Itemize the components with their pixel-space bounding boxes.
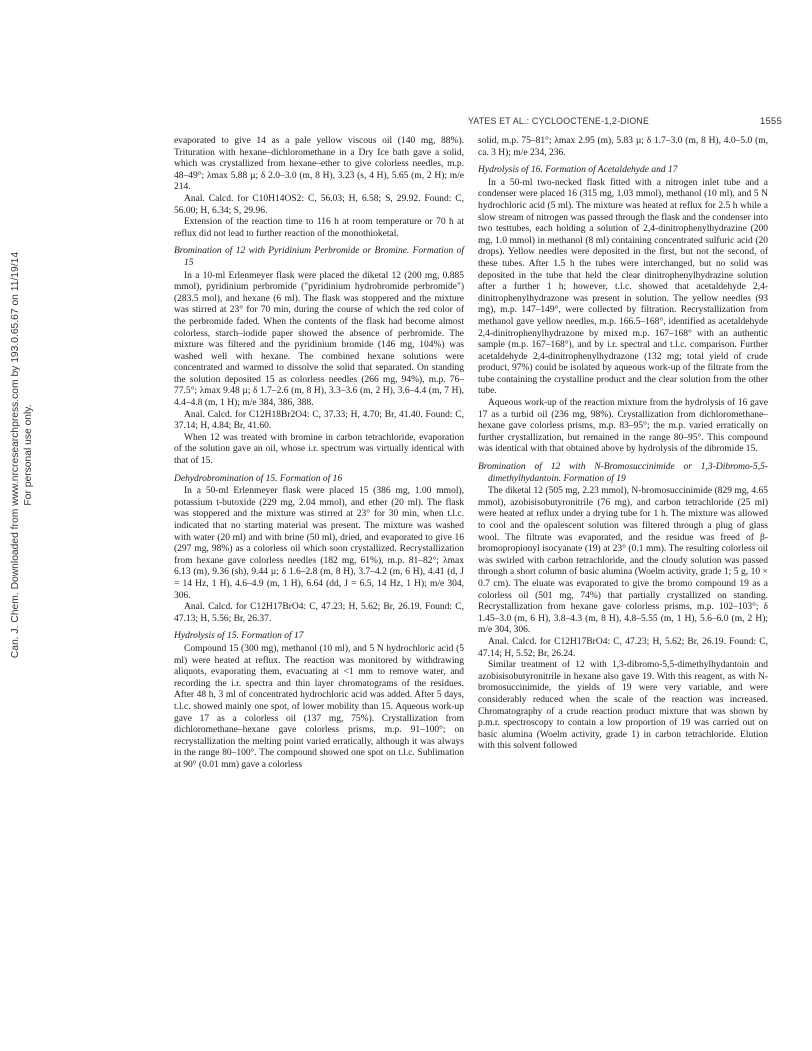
paragraph: Aqueous work-up of the reaction mixture from the hydrolysis of 16 gave 17 as a turbid oil (236 mg, 98%). Crystallization from dichloromethane–hexane gave colorless prisms, m.p. 83–95°; the m.p. varied erratically on further crystallization, but remained in the range 80–95°. This compound was identical with that obtained above by hydrolysis of the dibromide 15. [478, 398, 768, 455]
section-heading: Hydrolysis of 15. Formation of 17 [174, 631, 304, 642]
section-heading: Bromination of 12 with Pyridinium Perbromide or Bromine. Formation of 15 [174, 246, 464, 268]
paragraph: When 12 was treated with bromine in carbon tetrachloride, evaporation of the solution gave an oil, whose i.r. spectrum was virtually identical with that of 15. [174, 432, 464, 467]
running-title: YATES ET AL.: CYCLOOCTENE-1,2-DIONE [468, 116, 650, 126]
download-watermark [4, 175, 40, 735]
paragraph: In a 10-ml Erlenmeyer flask were placed the diketal 12 (200 mg, 0.885 mmol), pyridinium perbromide ("pyridinium hydrobromide perbromide") (283.5 mol), and hexane (6 ml). The flask was stoppered and the mixture was stirred at 23° for 70 min, during the course of which the red color of the perbromide faded. When the contents of the flask had become almost colorless, starch–iodide paper showed the absence of perbromide. The mixture was filtered and the pyridinium bromide (146 mg, 104%) was washed well with hexane. The combined hexane solutions were concentrated and warmed to dissolve the solid that separated. On standing the solution deposited 15 as colorless needles (266 mg, 94%), m.p. 76–77.5°; λmax 9.48 µ; δ 1.7–2.6 (m, 8 H), 3.3–3.6 (m, 2 H), 3.6–4.4 (m, 7 H), 4.4–4.8 (m, 1 H); m/e 384, 386, 388. [174, 270, 464, 409]
paragraph: Extension of the reaction time to 116 h at room temperature or 70 h at reflux did not lead to further reaction of the monothioketal. [174, 217, 464, 239]
right-column [478, 136, 768, 753]
section-heading: Hydrolysis of 16. Formation of Acetaldehyde and 17 [478, 165, 678, 176]
watermark-line-2: For personal use only. [23, 404, 34, 506]
analysis-paragraph: Anal. Calcd. for C12H17BrO4: C, 47.23; H, 5.62; Br, 26.19. Found: C, 47.14; H, 5.52; Br, 26.24. [478, 636, 768, 659]
page-header [178, 116, 782, 130]
analysis-paragraph: Anal. Calcd. for C10H14OS2: C, 56.03; H, 6.58; S, 29.92. Found: C, 56.00; H, 6.34; S, 29.96. [174, 193, 464, 216]
paragraph: Compound 15 (300 mg), methanol (10 ml), and 5 N hydrochloric acid (5 ml) were heated at reflux. The reaction was monitored by withdrawing aliquots, evaporating them, evacuating at <1 mm to remove water, and recording the i.r. spectra and thin layer chromatograms of the residues. After 48 h, 3 ml of concentrated hydrochloric acid was added. After 5 days, t.l.c. showed mainly one spot, of lower mobility than 15. Aqueous work-up gave 17 as a colorless oil (137 mg, 75%). Crystallization from dichloromethane–hexane gave colorless prisms, m.p. 91–100°; on recrystallization the melting point varied erratically, although it was always in the range 80–100°. The compound showed one spot on t.l.c. Sublimation at 90° (0.01 mm) gave a colorless [174, 643, 464, 770]
section-heading: Dehydrobromination of 15. Formation of 16 [174, 473, 343, 484]
analysis-paragraph: Anal. Calcd. for C12H17BrO4: C, 47.23; H, 5.62; Br, 26.19. Found: C, 47.13; H, 5.56; Br, 26.37. [174, 602, 464, 624]
paragraph: solid, m.p. 75–81°; λmax 2.95 (m), 5.83 µ; δ 1.7–3.0 (m, 8 H), 4.0–5.0 (m, ca. 3 H); m/e 234, 236. [478, 136, 768, 158]
analysis-paragraph: Anal. Calcd. for C12H18Br2O4: C, 37.33; H, 4.70; Br, 41.40. Found: C, 37.14; H, 4.84; Br, 41.60. [174, 409, 464, 432]
watermark-line-1: Can. J. Chem. Downloaded from www.nrcresearchpress.com by 193.0.65.67 on 11/19/14 [10, 251, 21, 659]
section-heading: Bromination of 12 with N-Bromosuccinimide or 1,3-Dibromo-5,5-dimethylhydantoin. Formation of 19 [478, 462, 768, 484]
left-column [174, 136, 464, 771]
paragraph: evaporated to give 14 as a pale yellow viscous oil (140 mg, 88%). Trituration with hexane–dichloromethane in a Dry Ice bath gave a solid, which was crystallized from hexane–ether to give colorless needles, m.p. 48–49°; λmax 5.88 µ; δ 2.0–3.0 (m, 8 H), 3.23 (s, 4 H), 5.65 (m, 2 H); m/e 214. [174, 136, 464, 193]
paragraph: In a 50-ml Erlenmeyer flask were placed 15 (386 mg, 1.00 mmol), potassium t-butoxide (229 mg, 2.04 mmol), and ether (20 ml). The flask was stoppered and the mixture was stirred at 23° for 30 min, when t.l.c. indicated that no starting material was present. The mixture was washed with water (20 ml) and with brine (50 ml), dried, and evaporated to give 16 (297 mg, 98%) as a colorless oil which soon crystallized. Recrystallization from hexane gave colorless needles (182 mg, 61%), m.p. 81–82°; λmax 6.13 (m), 9.36 (sh), 9.44 µ; δ 1.6–2.8 (m, 8 H), 3.7–4.2 (m, 6 H), 4.41 (d, J = 14 Hz, 1 H), 4.6–4.9 (m, 1 H), 6.64 (dd, J = 6.5, 14 Hz, 1 H); m/e 304, 306. [174, 486, 464, 601]
page-number: 1555 [759, 116, 782, 127]
paragraph: Similar treatment of 12 with 1,3-dibromo-5,5-dimethylhydantoin and azobisisobutyronitrile in hexane also gave 19. With this reagent, as with N-bromosuccinimide, the yields of 19 were very variable, and were considerably reduced when the scale of the reaction was increased. Chromatography of a crude reaction product mixture that was shown by p.m.r. spectroscopy to contain a low proportion of 19 was carried out on basic alumina (Woelm activity, grade 1) in carbon tetrachloride. Elution with this solvent followed [478, 660, 768, 752]
paragraph: The diketal 12 (505 mg, 2.23 mmol), N-bromosuccinimide (829 mg, 4.65 mmol), azobisisobutyronitrile (76 mg), and carbon tetrachloride (25 ml) were heated at reflux under a drying tube for 1 h. The mixture was allowed to cool and the opalescent solution was filtered through a plug of glass wool. The filtrate was evaporated, and the residue was freed of β-bromopropionyl isocyanate (19) at 23° (0.1 mm). The resulting colorless oil was swirled with carbon tetrachloride, and the cloudy solution was passed through a short column of basic alumina (Woelm activity, grade 1; 5 g, 10 × 0.7 cm). The eluate was evaporated to give the bromo compound 19 as a colorless oil (501 mg, 74%) that partially crystallized on standing. Recrystallization from hexane gave colorless prisms, m.p. 102–103°; δ 1.45–3.0 (m, 6 H), 3.8–4.3 (m, 8 H), 4.8–5.55 (m, 1 H), 5.6–6.0 (m, 2 H); m/e 304, 306. [478, 486, 768, 636]
paragraph: In a 50-ml two-necked flask fitted with a nitrogen inlet tube and a condenser were placed 16 (315 mg, 1.03 mmol), methanol (10 ml), and 5 N hydrochloric acid (5 ml). The mixture was heated at reflux for 2.5 h while a slow stream of nitrogen was passed through the flask and the condenser into two testtubes, each holding a solution of 2,4-dinitrophenylhydrazine (200 mg, 1.0 mmol) in methanol (8 ml) containing concentrated sulfuric acid (20 drops). Yellow needles were deposited in the first, but not the second, of these tubes. After 1.5 h the tubes were interchanged, but no solid was deposited in the tube that held the clear dinitrophenylhydrazine solution after a further 1 h; however, t.l.c. showed that acetaldehyde 2,4-dinitrophenylhydrazone was present in solution. The yellow needles (93 mg), m.p. 147–149°, were collected by filtration. Recrystallization from methanol gave yellow needles, m.p. 166.5–168°, identified as acetaldehyde 2,4-dinitrophenylhydrazone by mixed m.p. 167–168° with an authentic sample (m.p. 167–168°), and by i.r. spectral and t.l.c. comparison. Further acetaldehyde 2,4-dinitrophenylhydrazone (132 mg; total yield of crude product, 97%) could be isolated by aqueous work-up of the filtrate from the tube containing the crystalline product and the clear solution from the other tube. [478, 177, 768, 397]
